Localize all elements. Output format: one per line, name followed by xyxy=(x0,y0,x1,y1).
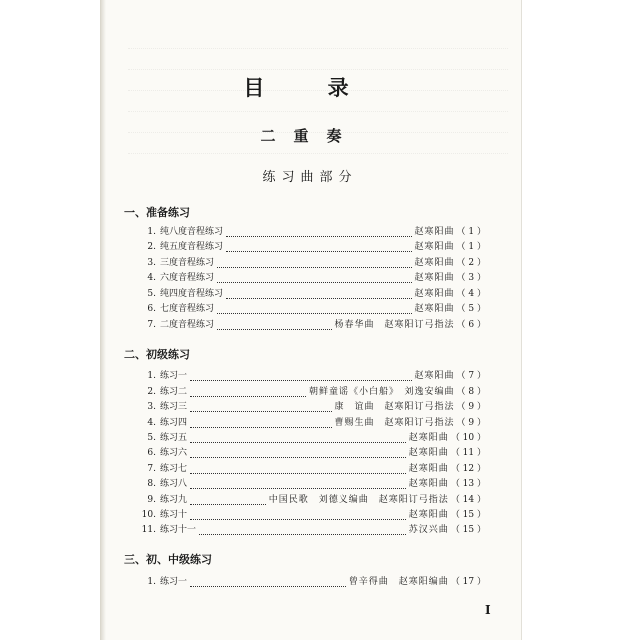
toc-entry xyxy=(140,225,486,240)
entry-page: （ 10 ） xyxy=(450,433,486,443)
entry-page: （ 2 ） xyxy=(456,258,486,268)
entry-title: 纯五度音程练习 xyxy=(160,242,224,252)
page-number: I xyxy=(485,603,491,617)
entry-number: 7. xyxy=(147,320,156,330)
entry-title: 纯八度音程练习 xyxy=(160,227,224,237)
entry-title: 练习六 xyxy=(160,448,188,458)
entry-number: 3. xyxy=(147,402,156,412)
entry-page: （ 1 ） xyxy=(456,227,486,237)
toc-entry xyxy=(140,523,486,538)
entry-page: （ 13 ） xyxy=(450,479,486,489)
entry-credit: 赵寒阳曲 xyxy=(408,464,449,474)
subtitle: 二重奏 xyxy=(260,127,360,145)
entry-number: 5. xyxy=(147,433,156,443)
toc-entry xyxy=(140,575,486,590)
leader-dots xyxy=(190,372,412,381)
toc-entry xyxy=(140,493,486,508)
toc-entry xyxy=(140,400,486,415)
entry-credit: 赵寒阳曲 xyxy=(408,433,449,443)
leader-dots xyxy=(199,526,406,535)
leader-dots xyxy=(190,465,406,474)
leader-dots xyxy=(217,321,332,330)
toc-entry xyxy=(140,318,486,333)
entry-credit: 朝鲜童谣《小白船》 刘逸安编曲 xyxy=(309,387,455,397)
entry-title: 练习四 xyxy=(160,418,188,428)
entry-credit: 康 谊曲 赵寒阳订弓指法 xyxy=(334,402,455,412)
entry-page: （ 9 ） xyxy=(456,402,486,412)
entry-page: （ 17 ） xyxy=(450,577,486,587)
leader-dots xyxy=(190,496,266,505)
entry-title: 练习十一 xyxy=(160,525,197,535)
entry-page: （ 11 ） xyxy=(450,448,486,458)
entry-title: 练习三 xyxy=(160,402,188,412)
entry-credit: 曹赐生曲 赵寒阳订弓指法 xyxy=(334,418,455,428)
toc-entry xyxy=(140,508,486,523)
entry-page: （ 8 ） xyxy=(456,387,486,397)
leader-dots xyxy=(190,578,346,587)
entry-number: 8. xyxy=(147,479,156,489)
entry-credit: 赵寒阳曲 xyxy=(414,227,455,237)
toc-entry xyxy=(140,256,486,271)
entry-credit: 中国民歌 刘德义编曲 赵寒阳订弓指法 xyxy=(268,495,449,505)
entry-title: 练习七 xyxy=(160,464,188,474)
entry-page: （ 5 ） xyxy=(456,304,486,314)
entry-title: 七度音程练习 xyxy=(160,304,215,314)
leader-dots xyxy=(190,511,406,520)
entry-number: 1. xyxy=(147,371,156,381)
toc-entry xyxy=(140,431,486,446)
entry-credit: 苏汉兴曲 xyxy=(408,525,449,535)
entry-number: 2. xyxy=(147,242,156,252)
entry-page: （ 14 ） xyxy=(450,495,486,505)
entry-credit: 赵寒阳曲 xyxy=(414,273,455,283)
entry-credit: 曾辛得曲 赵寒阳编曲 xyxy=(348,577,449,587)
leader-dots xyxy=(226,228,412,237)
entry-page: （ 15 ） xyxy=(450,510,486,520)
entry-page: （ 4 ） xyxy=(456,289,486,299)
entry-title: 练习十 xyxy=(160,510,188,520)
leader-dots xyxy=(190,388,306,397)
toc-entry xyxy=(140,446,486,461)
entry-number: 4. xyxy=(147,273,156,283)
entry-number: 6. xyxy=(147,448,156,458)
entry-credit: 赵寒阳曲 xyxy=(414,258,455,268)
entry-number: 4. xyxy=(147,418,156,428)
entry-title: 练习一 xyxy=(160,577,188,587)
entry-page: （ 9 ） xyxy=(456,418,486,428)
entry-number: 2. xyxy=(147,387,156,397)
section-heading: 三、初、中级练习 xyxy=(124,553,212,566)
page-title: 目 录 xyxy=(243,75,377,100)
entry-title: 练习九 xyxy=(160,495,188,505)
entry-title: 练习五 xyxy=(160,433,188,443)
entry-credit: 赵寒阳曲 xyxy=(414,371,455,381)
entry-number: 11. xyxy=(141,525,156,535)
entry-credit: 杨春华曲 赵寒阳订弓指法 xyxy=(334,320,455,330)
leader-dots xyxy=(217,274,412,283)
section-heading: 一、准备练习 xyxy=(124,206,190,219)
toc-entry xyxy=(140,240,486,255)
toc-entry xyxy=(140,477,486,492)
toc-entry xyxy=(140,369,486,384)
entry-number: 9. xyxy=(147,495,156,505)
entry-page: （ 6 ） xyxy=(456,320,486,330)
entry-page: （ 15 ） xyxy=(450,525,486,535)
leader-dots xyxy=(217,259,412,268)
section-heading: 二、初级练习 xyxy=(124,348,190,361)
leader-dots xyxy=(190,480,406,489)
toc-entry xyxy=(140,271,486,286)
leader-dots xyxy=(217,305,412,314)
entry-title: 纯四度音程练习 xyxy=(160,289,224,299)
toc-entry xyxy=(140,385,486,400)
entry-page: （ 12 ） xyxy=(450,464,486,474)
entry-number: 10. xyxy=(141,510,156,520)
entry-credit: 赵寒阳曲 xyxy=(408,479,449,489)
entry-credit: 赵寒阳曲 xyxy=(408,510,449,520)
entry-number: 3. xyxy=(147,258,156,268)
entry-title: 练习八 xyxy=(160,479,188,489)
entry-credit: 赵寒阳曲 xyxy=(414,289,455,299)
entry-credit: 赵寒阳曲 xyxy=(408,448,449,458)
leader-dots xyxy=(190,434,406,443)
entry-page: （ 1 ） xyxy=(456,242,486,252)
toc-entry xyxy=(140,287,486,302)
entry-number: 1. xyxy=(147,227,156,237)
toc-entry xyxy=(140,416,486,431)
part-heading: 练习曲部分 xyxy=(262,170,358,185)
entry-number: 1. xyxy=(147,577,156,587)
leader-dots xyxy=(226,243,412,252)
entry-page: （ 7 ） xyxy=(456,371,486,381)
toc-entry xyxy=(140,302,486,317)
toc-entry xyxy=(140,462,486,477)
entry-title: 练习二 xyxy=(160,387,188,397)
leader-dots xyxy=(190,403,332,412)
leader-dots xyxy=(190,419,332,428)
entry-number: 7. xyxy=(147,464,156,474)
entry-title: 二度音程练习 xyxy=(160,320,215,330)
entry-page: （ 3 ） xyxy=(456,273,486,283)
entry-credit: 赵寒阳曲 xyxy=(414,242,455,252)
leader-dots xyxy=(190,449,406,458)
entry-credit: 赵寒阳曲 xyxy=(414,304,455,314)
entry-title: 三度音程练习 xyxy=(160,258,215,268)
leader-dots xyxy=(226,290,412,299)
entry-number: 6. xyxy=(147,304,156,314)
entry-title: 练习一 xyxy=(160,371,188,381)
entry-number: 5. xyxy=(147,289,156,299)
entry-title: 六度音程练习 xyxy=(160,273,215,283)
